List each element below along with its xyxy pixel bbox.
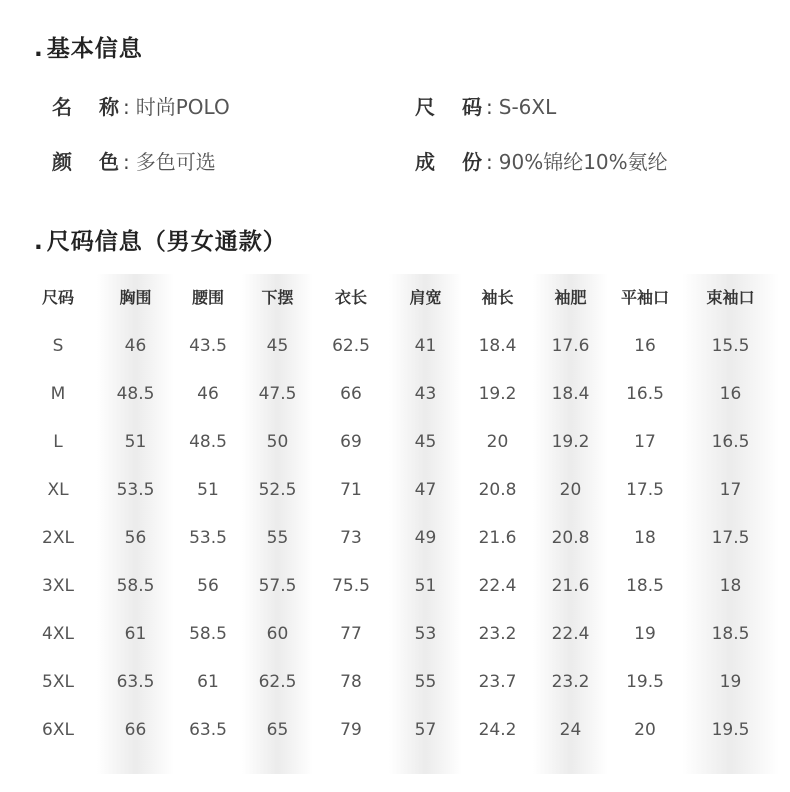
size-table-cell: 4XL bbox=[42, 624, 74, 644]
size-table-cell: 79 bbox=[340, 720, 362, 740]
size-table-cell: 53 bbox=[414, 624, 437, 644]
size-table-cell: 23.2 bbox=[551, 672, 590, 692]
size-table-column bbox=[682, 274, 779, 774]
size-table-cell: 75.5 bbox=[332, 576, 370, 596]
size-table-cell: 55 bbox=[414, 672, 437, 692]
size-table-cell: 58.5 bbox=[189, 624, 227, 644]
size-table-cell: 18 bbox=[719, 576, 742, 596]
size-table-cell: 56 bbox=[197, 576, 219, 596]
size-table-cell: 16 bbox=[719, 384, 742, 404]
size-table-cell: 20 bbox=[559, 480, 582, 500]
size-table-cell: 43.5 bbox=[189, 336, 227, 356]
size-table-cell: 69 bbox=[340, 432, 362, 452]
size-table-cell: 62.5 bbox=[332, 336, 370, 356]
size-table-cell: 17 bbox=[719, 480, 742, 500]
size-table bbox=[19, 274, 779, 774]
size-table-cell: 18.5 bbox=[711, 624, 750, 644]
size-table-column bbox=[242, 274, 313, 774]
info-label-char-1: 名 bbox=[52, 95, 72, 119]
size-table-cell: 60 bbox=[266, 624, 289, 644]
size-table-cell: 5XL bbox=[42, 672, 74, 692]
size-table-cell: 41 bbox=[414, 336, 437, 356]
size-table-cell: 24 bbox=[559, 720, 582, 740]
size-table-cell: 53.5 bbox=[116, 480, 155, 500]
size-table-cell: 23.2 bbox=[478, 624, 517, 644]
section-title-size-info-text: 尺码信息（男女通款） bbox=[46, 229, 287, 255]
size-table-header-cell: 肩宽 bbox=[409, 288, 442, 307]
size-table-cell: 57 bbox=[414, 720, 437, 740]
size-table-cell: 15.5 bbox=[711, 336, 750, 356]
size-table-cell: 20.8 bbox=[478, 480, 517, 500]
size-table-cell: 56 bbox=[124, 528, 147, 548]
size-table-cell: 16.5 bbox=[626, 384, 664, 404]
size-table-cell: 47 bbox=[414, 480, 437, 500]
size-table-header-cell: 衣长 bbox=[334, 288, 367, 307]
size-table-cell: 18.5 bbox=[626, 576, 664, 596]
size-table-cell: 6XL bbox=[42, 720, 74, 740]
info-label-char-1: 尺 bbox=[415, 95, 435, 119]
info-label-char-1: 颜 bbox=[52, 150, 72, 174]
size-table-cell: S bbox=[52, 336, 64, 356]
size-table-header-cell: 束袖口 bbox=[706, 288, 755, 307]
size-table-cell: 43 bbox=[414, 384, 437, 404]
info-label-char-2: 份 bbox=[462, 150, 482, 174]
size-table-cell: XL bbox=[47, 480, 69, 500]
info-item-name bbox=[52, 91, 230, 120]
info-label-char-2: 码 bbox=[462, 95, 482, 119]
size-table-cell: 17.5 bbox=[626, 480, 664, 500]
size-table-cell: 52.5 bbox=[258, 480, 297, 500]
size-table-header-cell: 平袖口 bbox=[620, 288, 669, 307]
info-value: 多色可选 bbox=[135, 150, 216, 174]
size-table-header-cell: 下摆 bbox=[261, 288, 294, 307]
size-table-cell: 48.5 bbox=[116, 384, 155, 404]
size-table-cell: 55 bbox=[266, 528, 289, 548]
size-table-cell: 23.7 bbox=[478, 672, 517, 692]
info-colon: : bbox=[123, 150, 130, 174]
size-table-column bbox=[97, 274, 174, 774]
size-table-cell: 51 bbox=[124, 432, 147, 452]
info-item-material bbox=[415, 146, 668, 175]
size-table-cell: 61 bbox=[124, 624, 147, 644]
size-table-cell: 19.2 bbox=[551, 432, 590, 452]
size-table-cell: 18.4 bbox=[551, 384, 590, 404]
size-table-cell: 17 bbox=[634, 432, 656, 452]
size-table-cell: 49 bbox=[414, 528, 437, 548]
size-table-cell: 3XL bbox=[42, 576, 74, 596]
size-table-column bbox=[533, 274, 608, 774]
size-table-cell: 73 bbox=[340, 528, 362, 548]
section-title-basic-info-text: 基本信息 bbox=[46, 36, 143, 62]
size-table-cell: 61 bbox=[197, 672, 219, 692]
size-table-cell: 46 bbox=[197, 384, 219, 404]
size-table-column bbox=[389, 274, 462, 774]
size-table-cell: 19 bbox=[719, 672, 742, 692]
size-table-cell: 48.5 bbox=[189, 432, 227, 452]
size-table-cell: 17.5 bbox=[711, 528, 750, 548]
size-table-cell: 19.5 bbox=[626, 672, 664, 692]
info-value: 90%锦纶10%氨纶 bbox=[498, 150, 668, 174]
size-table-cell: 46 bbox=[124, 336, 147, 356]
section-title-size-info: . 尺码信息（男女通款） bbox=[34, 229, 287, 255]
size-table-cell: 16 bbox=[634, 336, 656, 356]
size-table-cell: 66 bbox=[124, 720, 147, 740]
size-table-cell: 58.5 bbox=[116, 576, 155, 596]
size-table-cell: 19 bbox=[634, 624, 656, 644]
size-table-cell: 22.4 bbox=[551, 624, 590, 644]
size-table-cell: 45 bbox=[266, 336, 289, 356]
info-colon: : bbox=[123, 95, 130, 119]
size-table-cell: 71 bbox=[340, 480, 362, 500]
size-table-cell: 57.5 bbox=[258, 576, 297, 596]
size-table-cell: 20 bbox=[634, 720, 656, 740]
info-colon: : bbox=[486, 95, 493, 119]
size-table-cell: 21.6 bbox=[478, 528, 517, 548]
size-table-cell: 17.6 bbox=[551, 336, 590, 356]
size-table-column bbox=[174, 274, 242, 774]
size-table-cell: 45 bbox=[414, 432, 437, 452]
info-colon: : bbox=[486, 150, 493, 174]
size-table-cell: 63.5 bbox=[189, 720, 227, 740]
size-table-cell: 20 bbox=[486, 432, 509, 452]
size-table-cell: 22.4 bbox=[478, 576, 517, 596]
size-table-cell: 20.8 bbox=[551, 528, 590, 548]
size-table-cell: 16.5 bbox=[711, 432, 750, 452]
size-table-cell: 19.5 bbox=[711, 720, 750, 740]
size-table-cell: 63.5 bbox=[116, 672, 155, 692]
size-table-column bbox=[608, 274, 682, 774]
size-table-header-cell: 胸围 bbox=[119, 288, 152, 307]
size-table-cell: 2XL bbox=[42, 528, 74, 548]
size-table-header-cell: 袖长 bbox=[481, 288, 514, 307]
size-table-cell: 47.5 bbox=[258, 384, 297, 404]
info-value: S-6XL bbox=[498, 95, 557, 119]
size-table-cell: 66 bbox=[340, 384, 362, 404]
size-table-column bbox=[462, 274, 533, 774]
size-table-cell: 24.2 bbox=[478, 720, 517, 740]
section-title-basic-info: . 基本信息 bbox=[34, 36, 143, 62]
size-table-cell: M bbox=[50, 384, 66, 404]
info-label-char-2: 称 bbox=[99, 95, 119, 119]
size-table-cell: 19.2 bbox=[478, 384, 517, 404]
size-table-cell: 62.5 bbox=[258, 672, 297, 692]
size-table-header-cell: 袖肥 bbox=[554, 288, 587, 307]
size-table-cell: 21.6 bbox=[551, 576, 590, 596]
size-table-column bbox=[313, 274, 389, 774]
size-table-cell: 77 bbox=[340, 624, 362, 644]
size-table-cell: 53.5 bbox=[189, 528, 227, 548]
info-value: 时尚POLO bbox=[135, 95, 230, 119]
size-table-cell: 78 bbox=[340, 672, 362, 692]
size-table-cell: 51 bbox=[197, 480, 219, 500]
info-label-char-2: 色 bbox=[99, 150, 119, 174]
size-table-cell: 65 bbox=[266, 720, 289, 740]
size-table-cell: 51 bbox=[414, 576, 437, 596]
size-table-cell: 50 bbox=[266, 432, 289, 452]
info-label-char-1: 成 bbox=[415, 150, 435, 174]
size-table-header-cell: 腰围 bbox=[191, 288, 224, 307]
size-table-cell: 18 bbox=[634, 528, 656, 548]
info-item-color bbox=[52, 146, 216, 175]
size-table-column bbox=[19, 274, 97, 774]
size-table-header-cell: 尺码 bbox=[41, 288, 74, 307]
size-table-cell: 18.4 bbox=[478, 336, 517, 356]
info-item-size-range bbox=[415, 91, 556, 120]
size-table-cell: L bbox=[53, 432, 63, 452]
